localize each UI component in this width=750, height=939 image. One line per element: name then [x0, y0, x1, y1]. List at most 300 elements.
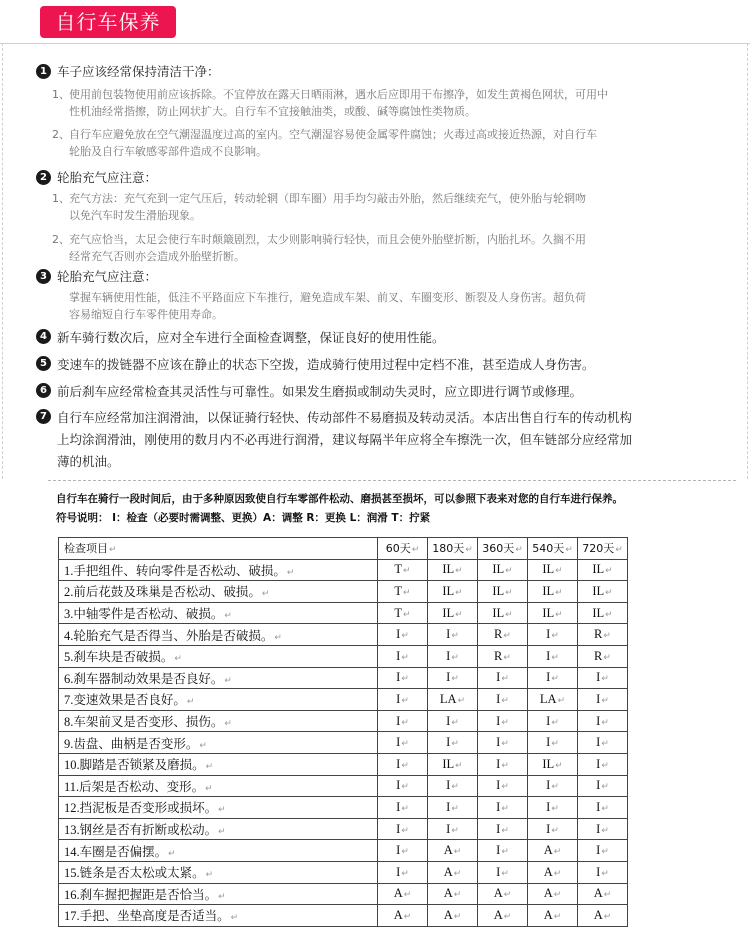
paragraph-mark-icon: ↵ — [553, 867, 562, 878]
paragraph-mark-icon: ↵ — [401, 738, 409, 749]
maintenance-code-cell — [378, 559, 428, 581]
paragraph-mark-icon: ↵ — [503, 889, 512, 900]
paragraph-mark-icon: ↵ — [403, 910, 412, 921]
maintenance-code-cell — [428, 797, 478, 819]
maintenance-code-cell-text: A — [543, 843, 553, 858]
maintenance-code-cell — [378, 861, 428, 883]
maintenance-code-cell — [478, 775, 528, 797]
check-item-cell-text: 10.脚踏是否锁紧及磨损。 — [64, 758, 205, 773]
maintenance-code-cell-text: I — [496, 713, 501, 728]
maintenance-code-cell-text: I — [396, 864, 401, 879]
section-divider — [48, 480, 736, 481]
maintenance-code-cell — [528, 905, 578, 927]
paragraph-mark-icon: ↵ — [224, 674, 232, 685]
tip-sub-line: 轮胎及自行车敏感零部件造成不良影响。 — [69, 145, 267, 158]
check-item-cell — [59, 732, 378, 754]
check-item-cell-text: 15.链条是否太松或太紧。 — [64, 866, 205, 881]
maintenance-code-cell-text: A — [493, 886, 503, 901]
paragraph-mark-icon: ↵ — [601, 867, 609, 878]
maintenance-code-cell-text: I — [446, 648, 451, 663]
maintenance-code-cell-text: I — [496, 864, 501, 879]
check-item-cell-text: 3.中轴零件是否松动、破损。 — [64, 607, 224, 622]
paragraph-mark-icon: ↵ — [501, 716, 509, 727]
number-2-icon: 2 — [36, 170, 51, 185]
maintenance-code-cell-text: I — [446, 670, 451, 685]
maintenance-code-cell — [578, 710, 628, 732]
paragraph-mark-icon: ↵ — [109, 545, 117, 556]
column-header-days — [428, 538, 478, 560]
paragraph-mark-icon: ↵ — [603, 889, 612, 900]
tip-3 — [36, 267, 740, 323]
tip-text: 变速车的拨链器不应该在静止的状态下空拨，造成骑行使用过程中定档不准，甚至造成人身伤害。 — [57, 357, 595, 372]
maintenance-code-cell-text: T — [394, 562, 403, 577]
tip-sub-line: 以免汽车时发生滑胎现象。 — [69, 209, 201, 222]
paragraph-mark-icon: ↵ — [553, 910, 562, 921]
maintenance-code-cell-text: A — [543, 886, 553, 901]
maintenance-code-cell — [378, 818, 428, 840]
maintenance-code-cell-text: A — [543, 907, 553, 922]
maintenance-code-cell — [478, 624, 528, 646]
maintenance-code-cell-text: A — [493, 907, 503, 922]
paragraph-mark-icon: ↵ — [555, 759, 563, 770]
maintenance-code-cell — [578, 667, 628, 689]
column-header-item-text: 检查项目 — [64, 542, 108, 556]
paragraph-mark-icon: ↵ — [401, 867, 409, 878]
paragraph-mark-icon: ↵ — [551, 716, 559, 727]
paragraph-mark-icon: ↵ — [205, 869, 214, 880]
tip-sub-item: 2、 自行车应避免放在空气潮湿温度过高的室内。空气潮湿容易使金属零件腐蚀；火毒过高或接近热源，对自行车 轮胎及自行车敏感零部件造成不良影响。 — [36, 126, 740, 160]
maintenance-code-cell — [528, 667, 578, 689]
maintenance-code-cell — [428, 732, 478, 754]
paragraph-mark-icon: ↵ — [286, 566, 295, 577]
paragraph-mark-icon: ↵ — [451, 802, 459, 813]
paragraph-mark-icon: ↵ — [501, 738, 509, 749]
column-header-days — [578, 538, 628, 560]
symbol-legend: 符号说明： I：检查（必要时需调整、更换）A：调整 R：更换 L：润滑 T：拧紧 — [56, 512, 431, 524]
maintenance-code-cell — [378, 905, 428, 927]
tip-sub-item — [36, 289, 740, 323]
maintenance-code-cell — [528, 645, 578, 667]
maintenance-code-cell — [378, 732, 428, 754]
maintenance-code-cell-text: I — [496, 735, 501, 750]
maintenance-code-cell — [428, 753, 478, 775]
maintenance-code-cell — [578, 645, 628, 667]
table-intro — [56, 490, 623, 528]
paragraph-mark-icon: ↵ — [501, 781, 509, 792]
paragraph-mark-icon: ↵ — [205, 782, 213, 793]
maintenance-code-cell-text: I — [446, 778, 451, 793]
table-row — [59, 775, 628, 797]
maintenance-code-cell-text: R — [594, 627, 603, 642]
paragraph-mark-icon: ↵ — [451, 651, 459, 662]
tip-sub-item: 1、 充气方法：充气充到一定气压后，转动轮辋（即车圈）用手均匀敲击外胎，然后继续充气，使外胎与轮辋吻 以免汽车时发生滑胎现象。 — [36, 190, 740, 224]
paragraph-mark-icon: ↵ — [603, 910, 612, 921]
maintenance-code-cell-text: T — [394, 605, 403, 620]
maintenance-code-cell-text: I — [446, 821, 451, 836]
maintenance-code-cell-text: IL — [592, 605, 605, 620]
tip-sub-line: 容易缩短自行车零件使用寿命。 — [69, 308, 223, 321]
check-item-cell — [59, 840, 378, 862]
maintenance-code-cell-text: I — [446, 713, 451, 728]
paragraph-mark-icon: ↵ — [186, 696, 195, 707]
maintenance-code-cell-text: I — [496, 799, 501, 814]
check-item-cell — [59, 645, 378, 667]
maintenance-code-cell-text: I — [496, 691, 501, 706]
maintenance-code-cell-text: I — [596, 756, 601, 771]
table-row — [59, 797, 628, 819]
check-item-cell-text: 13.钢丝是否有折断或松动。 — [64, 823, 218, 838]
tip-7 — [36, 407, 740, 473]
paragraph-mark-icon: ↵ — [501, 846, 509, 857]
tip-sub-line: 使用前包装物使用前应该拆除。不宜停放在露天日晒雨淋，遇水后应即用干布擦净，如发生黄褐色网状，可用中 — [69, 88, 608, 101]
maintenance-code-cell — [478, 559, 528, 581]
paragraph-mark-icon: ↵ — [601, 716, 609, 727]
check-item-cell-text: 2.前后花鼓及珠巢是否松动、破损。 — [64, 585, 261, 600]
maintenance-code-cell-text: IL — [542, 756, 555, 771]
maintenance-code-cell — [378, 581, 428, 603]
paragraph-mark-icon: ↵ — [199, 739, 207, 750]
table-row — [59, 667, 628, 689]
table-header-row — [59, 538, 628, 560]
check-item-cell-text: 1.手把组件、转向零件是否松动、破损。 — [64, 563, 286, 578]
maintenance-code-cell — [528, 689, 578, 711]
paragraph-mark-icon: ↵ — [451, 738, 459, 749]
maintenance-code-cell-text: I — [496, 778, 501, 793]
paragraph-mark-icon: ↵ — [551, 781, 559, 792]
maintenance-code-cell-text: I — [396, 670, 401, 685]
check-item-cell-text: 14.车圈是否偏摆。 — [64, 844, 168, 859]
maintenance-code-cell-text: I — [446, 799, 451, 814]
table-row — [59, 559, 628, 581]
maintenance-code-cell-text: I — [396, 843, 401, 858]
tip-sub-line: 充气方法：充气充到一定气压后，转动轮辋（即车圈）用手均匀敲击外胎，然后继续充气，使外胎与轮辋吻 — [69, 192, 586, 205]
paragraph-mark-icon: ↵ — [501, 759, 509, 770]
maintenance-code-cell-text: I — [546, 627, 551, 642]
maintenance-code-cell — [378, 883, 428, 905]
maintenance-code-cell — [428, 840, 478, 862]
paragraph-mark-icon: ↵ — [557, 694, 566, 705]
paragraph-mark-icon: ↵ — [261, 588, 270, 599]
paragraph-mark-icon: ↵ — [501, 802, 509, 813]
maintenance-code-cell — [528, 624, 578, 646]
maintenance-code-cell — [528, 710, 578, 732]
tip-sub-line: 经常充气否则亦会造成外胎壁折断。 — [69, 250, 245, 263]
maintenance-code-cell-text: R — [494, 648, 503, 663]
maintenance-code-cell — [578, 732, 628, 754]
check-item-cell — [59, 581, 378, 603]
maintenance-code-cell — [378, 689, 428, 711]
paragraph-mark-icon: ↵ — [455, 565, 463, 576]
maintenance-code-cell — [428, 645, 478, 667]
table-row — [59, 581, 628, 603]
maintenance-code-cell — [428, 861, 478, 883]
paragraph-mark-icon: ↵ — [501, 673, 509, 684]
paragraph-mark-icon: ↵ — [601, 846, 609, 857]
paragraph-mark-icon: ↵ — [451, 630, 459, 641]
maintenance-code-cell-text: IL — [592, 562, 605, 577]
maintenance-code-cell — [428, 689, 478, 711]
number-6-icon: 6 — [36, 383, 51, 398]
paragraph-mark-icon: ↵ — [401, 781, 409, 792]
paragraph-mark-icon: ↵ — [401, 694, 409, 705]
maintenance-code-cell — [478, 905, 528, 927]
column-header-days — [528, 538, 578, 560]
check-item-cell — [59, 667, 378, 689]
paragraph-mark-icon: ↵ — [555, 565, 563, 576]
maintenance-code-cell-text: A — [443, 843, 453, 858]
maintenance-code-cell — [528, 581, 578, 603]
tip-heading: 轮胎充气应注意： — [57, 269, 158, 284]
paragraph-mark-icon: ↵ — [451, 824, 459, 835]
maintenance-code-cell-text: IL — [542, 583, 555, 598]
maintenance-code-cell — [478, 667, 528, 689]
maintenance-code-cell-text: A — [593, 886, 603, 901]
table-row — [59, 645, 628, 667]
maintenance-code-cell-text: I — [396, 735, 401, 750]
check-item-cell-text: 16.刹车握把握距是否恰当。 — [64, 887, 218, 902]
column-header-days-text: 180天 — [432, 542, 465, 556]
maintenance-code-cell — [378, 602, 428, 624]
check-item-cell — [59, 753, 378, 775]
paragraph-mark-icon: ↵ — [553, 846, 562, 857]
check-item-cell-text: 9.齿盘、曲柄是否变形。 — [64, 736, 199, 751]
maintenance-code-cell — [528, 775, 578, 797]
paragraph-mark-icon: ↵ — [515, 545, 523, 556]
paragraph-mark-icon: ↵ — [218, 890, 226, 901]
column-header-days-text: 60天 — [385, 542, 411, 556]
maintenance-code-cell — [478, 581, 528, 603]
maintenance-code-cell-text: I — [396, 756, 401, 771]
paragraph-mark-icon: ↵ — [601, 673, 609, 684]
paragraph-mark-icon: ↵ — [453, 867, 462, 878]
paragraph-mark-icon: ↵ — [403, 586, 411, 597]
maintenance-code-cell-text: R — [494, 627, 503, 642]
maintenance-code-cell-text: I — [396, 799, 401, 814]
maintenance-code-cell-text: I — [396, 691, 401, 706]
maintenance-code-cell-text: I — [396, 821, 401, 836]
maintenance-code-cell-text: I — [396, 778, 401, 793]
paragraph-mark-icon: ↵ — [401, 651, 409, 662]
maintenance-code-cell — [578, 818, 628, 840]
maintenance-code-cell — [578, 840, 628, 862]
maintenance-code-cell — [528, 602, 578, 624]
maintenance-code-cell-text: IL — [592, 583, 605, 598]
maintenance-code-cell — [578, 905, 628, 927]
number-3-icon: 3 — [36, 269, 51, 284]
paragraph-mark-icon: ↵ — [551, 738, 559, 749]
paragraph-mark-icon: ↵ — [205, 761, 214, 772]
paragraph-mark-icon: ↵ — [224, 610, 232, 621]
check-item-cell — [59, 818, 378, 840]
maintenance-code-cell — [578, 602, 628, 624]
maintenance-table — [58, 537, 628, 927]
maintenance-code-cell-text: I — [546, 821, 551, 836]
check-item-cell-text: 11.后架是否松动、变形。 — [64, 779, 205, 794]
paragraph-mark-icon: ↵ — [451, 781, 459, 792]
maintenance-code-cell-text: I — [596, 713, 601, 728]
maintenance-code-cell-text: I — [596, 691, 601, 706]
maintenance-code-cell-text: I — [596, 670, 601, 685]
check-item-cell — [59, 559, 378, 581]
number-4-icon: 4 — [36, 329, 51, 344]
maintenance-code-cell — [528, 559, 578, 581]
table-row — [59, 840, 628, 862]
tip-text: 前后刹车应经常检查其灵活性与可靠性。如果发生磨损或制动失灵时，应立即进行调节或修理。 — [57, 384, 583, 399]
table-row — [59, 710, 628, 732]
paragraph-mark-icon: ↵ — [501, 867, 509, 878]
maintenance-code-cell-text: I — [496, 670, 501, 685]
maintenance-code-cell — [578, 883, 628, 905]
check-item-cell-text: 8.车架前叉是否变形、损伤。 — [64, 715, 224, 730]
paragraph-mark-icon: ↵ — [503, 910, 512, 921]
maintenance-code-cell — [428, 775, 478, 797]
tip-sub-line: 掌握车辆使用性能，低洼不平路面应下车推行，避免造成车架、前叉、车圈变形、断裂及人身伤害。超负荷 — [69, 291, 586, 304]
maintenance-code-cell-text: I — [596, 735, 601, 750]
maintenance-code-cell — [428, 581, 478, 603]
tip-4 — [36, 327, 740, 349]
paragraph-mark-icon: ↵ — [403, 608, 411, 619]
maintenance-code-cell — [428, 559, 478, 581]
paragraph-mark-icon: ↵ — [401, 824, 409, 835]
maintenance-code-cell-text: I — [446, 735, 451, 750]
paragraph-mark-icon: ↵ — [174, 653, 182, 664]
paragraph-mark-icon: ↵ — [555, 608, 563, 619]
maintenance-code-cell-text: LA — [539, 691, 557, 706]
maintenance-code-cell-text: I — [446, 627, 451, 642]
maintenance-code-cell-text: IL — [442, 756, 455, 771]
paragraph-mark-icon: ↵ — [403, 889, 412, 900]
paragraph-mark-icon: ↵ — [551, 824, 559, 835]
check-item-cell — [59, 689, 378, 711]
intro-text: 自行车在骑行一段时间后，由于多种原因致使自行车零部件松动、磨损甚至损坏，可以参照下表来对您的自行车进行保养。 — [56, 493, 623, 505]
maintenance-code-cell — [428, 667, 478, 689]
maintenance-code-cell — [478, 797, 528, 819]
paragraph-mark-icon: ↵ — [455, 586, 463, 597]
check-item-cell — [59, 883, 378, 905]
check-item-cell-text: 17.手把、坐垫高度是否适当。 — [64, 909, 230, 924]
table-row — [59, 624, 628, 646]
maintenance-code-cell-text: I — [596, 799, 601, 814]
table-row — [59, 753, 628, 775]
tip-sub-line: 自行车应避免放在空气潮湿温度过高的室内。空气潮湿容易使金属零件腐蚀；火毒过高或接近热源，对自行车 — [69, 128, 597, 141]
maintenance-code-cell-text: IL — [542, 605, 555, 620]
maintenance-code-cell — [578, 559, 628, 581]
paragraph-mark-icon: ↵ — [601, 802, 609, 813]
maintenance-code-cell — [478, 645, 528, 667]
paragraph-mark-icon: ↵ — [503, 630, 511, 641]
paragraph-mark-icon: ↵ — [453, 910, 462, 921]
paragraph-mark-icon: ↵ — [505, 608, 513, 619]
paragraph-mark-icon: ↵ — [224, 718, 232, 729]
paragraph-mark-icon: ↵ — [551, 673, 559, 684]
paragraph-mark-icon: ↵ — [411, 545, 420, 556]
tip-text: 新车骑行数次后，应对全车进行全面检查调整，保证良好的使用性能。 — [57, 330, 445, 345]
check-item-cell-text: 6.刹车器制动效果是否良好。 — [64, 671, 224, 686]
table-row — [59, 689, 628, 711]
maintenance-code-cell-text: IL — [492, 562, 505, 577]
maintenance-code-cell-text: I — [496, 756, 501, 771]
number-5-icon: 5 — [36, 356, 51, 371]
tip-text-line: 薄的机油。 — [57, 454, 120, 469]
paragraph-mark-icon: ↵ — [451, 673, 459, 684]
paragraph-mark-icon: ↵ — [230, 912, 239, 923]
maintenance-code-cell — [478, 689, 528, 711]
maintenance-code-cell-text: I — [596, 821, 601, 836]
maintenance-code-cell-text: I — [496, 821, 501, 836]
maintenance-code-cell — [428, 883, 478, 905]
right-border — [747, 43, 748, 479]
maintenance-code-cell — [578, 581, 628, 603]
maintenance-code-cell-text: A — [393, 886, 403, 901]
maintenance-code-cell-text: IL — [442, 562, 455, 577]
paragraph-mark-icon: ↵ — [501, 694, 509, 705]
maintenance-code-cell — [528, 861, 578, 883]
column-header-days-text: 720天 — [582, 542, 615, 556]
number-1-icon: 1 — [36, 64, 51, 79]
maintenance-code-cell — [478, 818, 528, 840]
maintenance-code-cell — [578, 775, 628, 797]
maintenance-code-cell-text: IL — [442, 583, 455, 598]
check-item-cell-text: 12.挡泥板是否变形或损坏。 — [64, 801, 218, 816]
paragraph-mark-icon: ↵ — [401, 759, 409, 770]
table-row — [59, 883, 628, 905]
paragraph-mark-icon: ↵ — [453, 846, 462, 857]
maintenance-code-cell — [528, 732, 578, 754]
paragraph-mark-icon: ↵ — [453, 889, 462, 900]
maintenance-code-cell-text: I — [596, 778, 601, 793]
maintenance-code-cell-text: I — [396, 648, 401, 663]
maintenance-code-cell-text: IL — [442, 605, 455, 620]
maintenance-code-cell — [578, 861, 628, 883]
check-item-cell — [59, 710, 378, 732]
tip-sub-line: 性机油经常揩擦，防止网状扩大。自行车不宜接触油类，或酸、碱等腐蚀性类物质。 — [69, 105, 476, 118]
maintenance-code-cell — [528, 753, 578, 775]
maintenance-code-cell — [378, 840, 428, 862]
maintenance-code-cell-text: I — [546, 735, 551, 750]
table-row — [59, 861, 628, 883]
paragraph-mark-icon: ↵ — [401, 846, 409, 857]
maintenance-code-cell — [428, 905, 478, 927]
maintenance-code-cell — [428, 710, 478, 732]
paragraph-mark-icon: ↵ — [218, 804, 226, 815]
paragraph-mark-icon: ↵ — [601, 781, 609, 792]
maintenance-code-cell-text: R — [594, 648, 603, 663]
paragraph-mark-icon: ↵ — [603, 651, 611, 662]
paragraph-mark-icon: ↵ — [601, 738, 609, 749]
maintenance-code-cell-text: IL — [492, 605, 505, 620]
maintenance-code-cell — [528, 797, 578, 819]
paragraph-mark-icon: ↵ — [603, 630, 611, 641]
table-row — [59, 905, 628, 927]
check-item-cell — [59, 602, 378, 624]
maintenance-code-cell — [478, 732, 528, 754]
paragraph-mark-icon: ↵ — [503, 651, 511, 662]
tip-text — [57, 407, 632, 473]
paragraph-mark-icon: ↵ — [401, 716, 409, 727]
maintenance-code-cell-text: A — [593, 907, 603, 922]
maintenance-code-cell — [528, 883, 578, 905]
tip-heading: 车子应该经常保持清洁干净： — [57, 64, 220, 79]
paragraph-mark-icon: ↵ — [505, 565, 513, 576]
paragraph-mark-icon: ↵ — [553, 889, 562, 900]
maintenance-code-cell — [478, 861, 528, 883]
check-item-cell-text: 4.轮胎充气是否得当、外胎是否破损。 — [64, 628, 274, 643]
paragraph-mark-icon: ↵ — [615, 545, 623, 556]
maintenance-code-cell — [478, 710, 528, 732]
paragraph-mark-icon: ↵ — [601, 694, 609, 705]
tip-heading: 轮胎充气应注意： — [57, 170, 158, 185]
maintenance-code-cell-text: A — [443, 886, 453, 901]
